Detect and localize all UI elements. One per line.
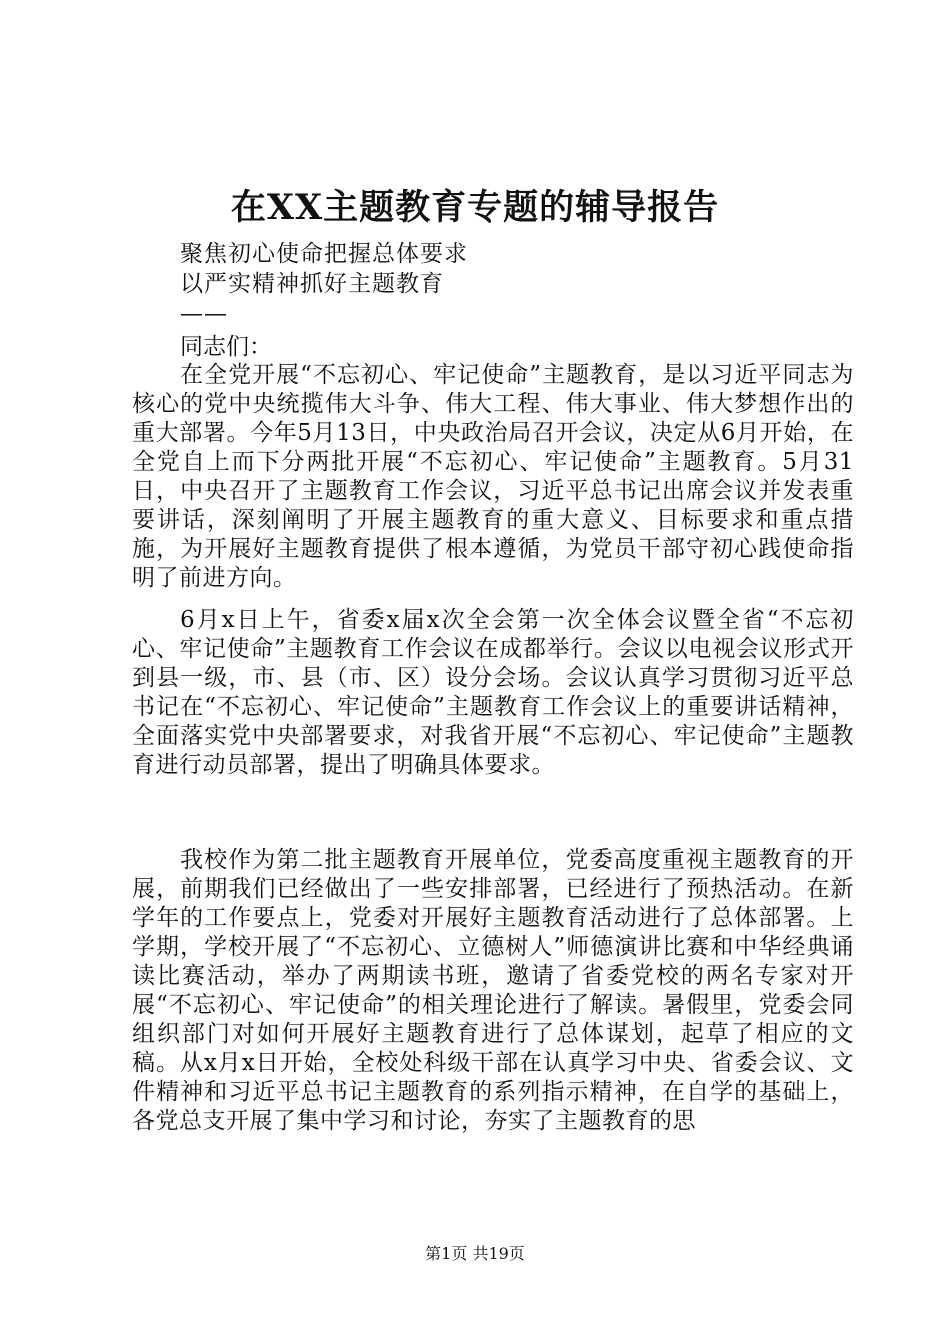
subtitle-line-1: 聚焦初心使命把握总体要求 — [180, 241, 468, 267]
salutation: 同志们： — [180, 334, 272, 360]
paragraph-3: 我校作为第二批主题教育开展单位，党委高度重视主题教育的开展，前期我们已经做出了一些安排部署，已经进行了预热活动。在新学年的工作要点上，党委对开展好主题教育活动进行了总体部署。上学期，学校开展了“不忘初心、立德树人”师德演讲比赛和中华经典诵读比赛活动，举办了两期读书班，邀请了省委党校的两名专家对开展“不忘初心、牢记使命”的相关理论进行了解读。暑假里，党委会同组织部门对如何开展好主题教育进行了总体谋划，起草了相应的文稿。从x月x日开始，全校处科级干部在认真学习中央、省委会议、文件精神和习近平总书记主题教育的系列指示精神，在自学的基础上，各党总支开展了集中学习和讨论，夯实了主题教育的思 — [132, 847, 854, 1134]
page-footer: 第1页 共19页 — [425, 1244, 525, 1263]
subtitle-dash: —— — [180, 301, 228, 327]
paragraph-1: 在全党开展“不忘初心、牢记使命”主题教育，是以习近平同志为核心的党中央统揽伟大斗争、伟大工程、伟大事业、伟大梦想作出的重大部署。今年5月13日，中央政治局召开会议，决定从6月开始，在全党自上而下分两批开展“不忘初心、牢记使命”主题教育。5月31日，中央召开了主题教育工作会议，习近平总书记出席会议并发表重要讲话，深刻阐明了开展主题教育的重大意义、目标要求和重点措施，为开展好主题教育提供了根本遵循，为党员干部守初心践使命指明了前进方向。 — [132, 362, 854, 591]
document-title: 在XX主题教育专题的辅导报告 — [230, 187, 720, 228]
subtitle-line-2: 以严实精神抓好主题教育 — [180, 271, 444, 297]
paragraph-2: 6月x日上午，省委x届x次全会第一次全体会议暨全省“不忘初心、牢记使命”主题教育工作会议在成都举行。会议以电视会议形式开到县一级，市、县（市、区）设分会场。会议认真学习贯彻习近平总书记在“不忘初心、牢记使命”主题教育工作会议上的重要讲话精神，全面落实党中央部署要求，对我省开展“不忘初心、牢记使命”主题教育进行动员部署，提出了明确具体要求。 — [132, 607, 854, 778]
